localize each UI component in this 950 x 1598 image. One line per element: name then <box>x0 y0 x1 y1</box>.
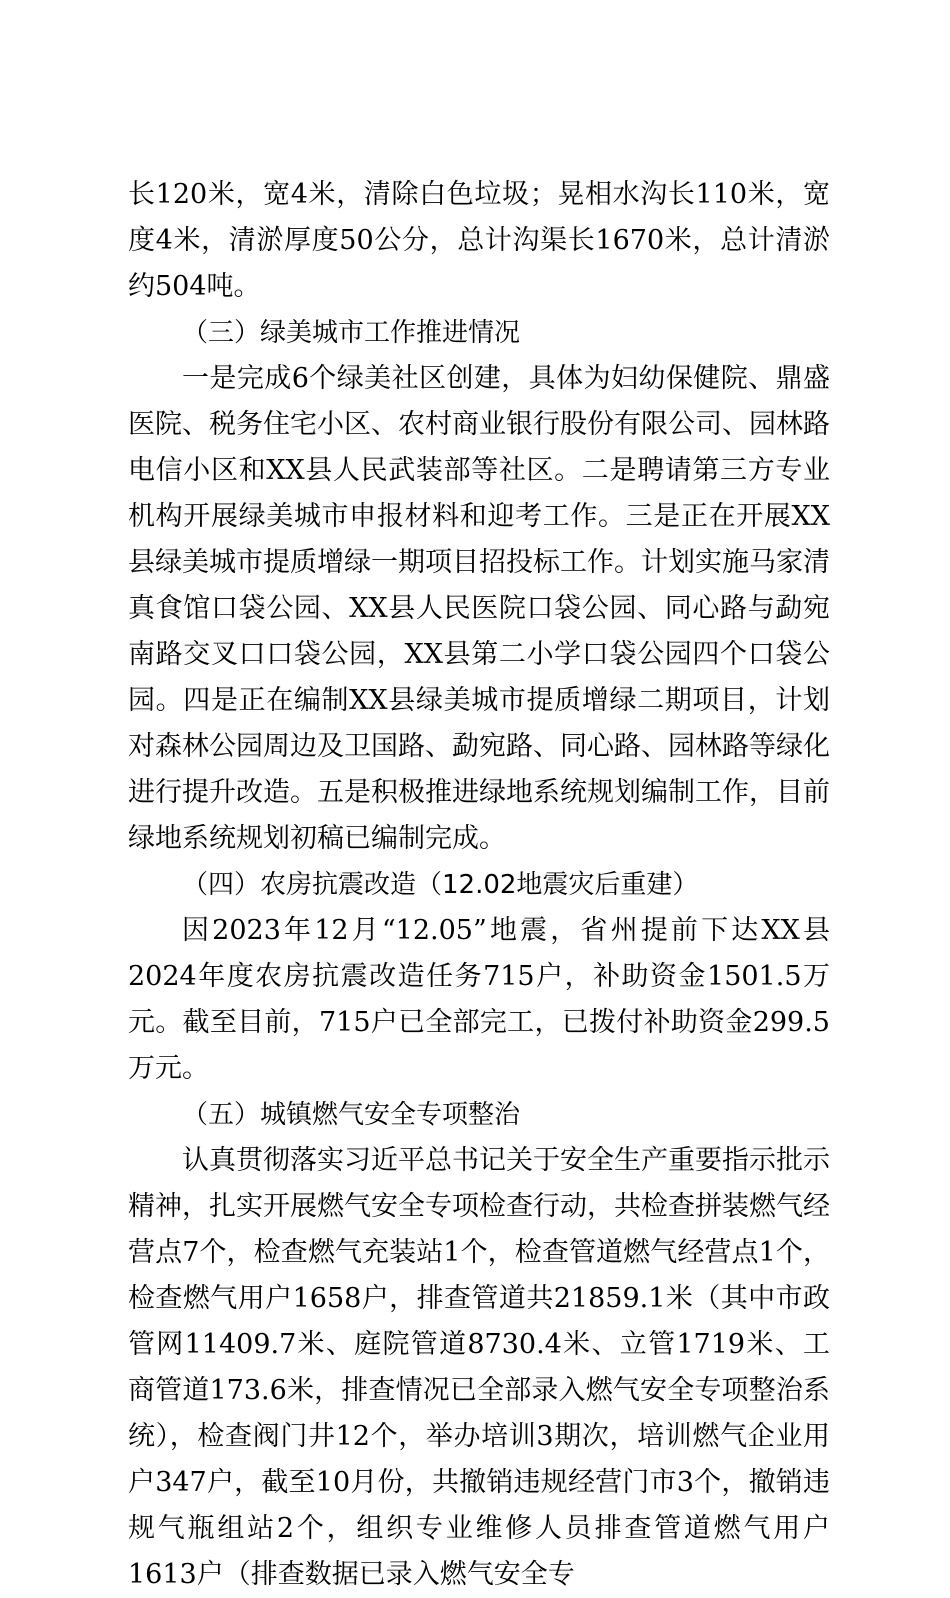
section-heading-green-city: （三）绿美城市工作推进情况 <box>182 318 521 348</box>
paragraph-gas-safety: 认真贯彻落实习近平总书记关于安全生产重要指示批示精神，扎实开展燃气安全专项检查行动，共检查拼装燃气经营点7个，检查燃气充装站1个，检查管道燃气经营点1个，检查燃气用户1658户，排查管道共21859.1米（其中市政管网11409.7米、庭院管道8730.4米、立管1719米、工商管道173.6米，排查情况已全部录入燃气安全专项整治系统），检查阀门井12个，举办培训3期次，培训燃气企业用户347户，截至10月份，共撤销违规经营门市3个，撤销违规气瓶组站2个，组织专业维修人员排查管道燃气用户1613户（排查数据已录入燃气安全专 <box>128 1145 830 1590</box>
section-heading-gas-safety: （五）城镇燃气安全专项整治 <box>182 1100 521 1130</box>
document-body <box>128 172 830 1598</box>
paragraph-rural-housing: 因2023年12月“12.05”地震，省州提前下达XX县2024年度农房抗震改造任务715户，补助资金1501.5万元。截至目前，715户已全部完工，已拨付补助资金299.5万元。 <box>128 915 830 1084</box>
paragraph-green-city: 一是完成6个绿美社区创建，具体为妇幼保健院、鼎盛医院、税务住宅小区、农村商业银行股份有限公司、园林路电信小区和XX县人民武装部等社区。二是聘请第三方专业机构开展绿美城市申报材料和迎考工作。三是正在开展XX县绿美城市提质增绿一期项目招投标工作。计划实施马家清真食馆口袋公园、XX县人民医院口袋公园、同心路与勐宛南路交叉口口袋公园，XX县第二小学口袋公园四个口袋公园。四是正在编制XX县绿美城市提质增绿二期项目，计划对森林公园周边及卫国路、勐宛路、同心路、园林路等绿化进行提升改造。五是积极推进绿地系统规划编制工作，目前绿地系统规划初稿已编制完成。 <box>128 363 830 854</box>
paragraph-continuation: 长120米，宽4米，清除白色垃圾；晃相水沟长110米，宽度4米，清淤厚度50公分，总计沟渠长1670米，总计清淤约504吨。 <box>128 179 830 302</box>
section-heading-rural-housing: （四）农房抗震改造（12.02地震灾后重建） <box>182 870 699 900</box>
